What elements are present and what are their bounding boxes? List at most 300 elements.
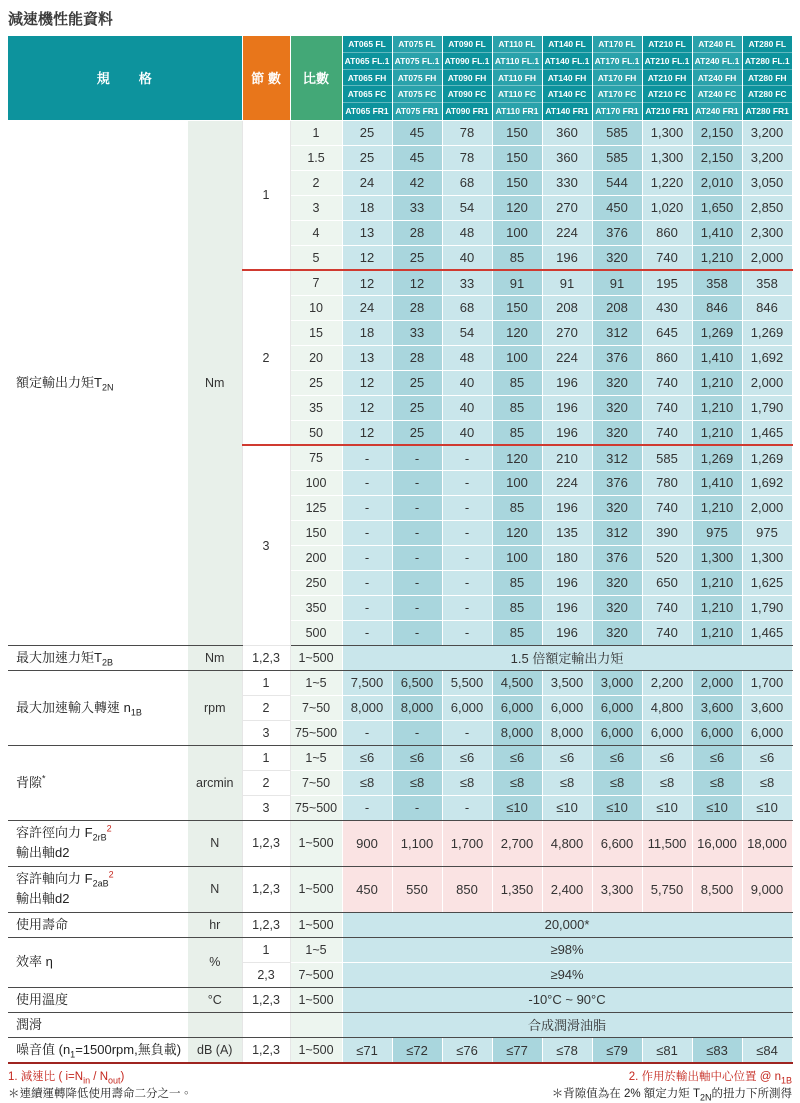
data-cell: 196 — [542, 245, 592, 270]
data-cell: 18 — [342, 195, 392, 220]
data-cell: ≤8 — [542, 770, 592, 795]
data-cell: 1,350 — [492, 866, 542, 912]
data-cell: 900 — [342, 820, 392, 866]
data-cell: 1,300 — [742, 545, 792, 570]
ratio-value: 250 — [290, 570, 342, 595]
data-cell: - — [442, 620, 492, 645]
model-variant-label: AT280 FR1 — [745, 106, 789, 117]
data-cell: ≤10 — [742, 795, 792, 820]
data-cell: 740 — [642, 620, 692, 645]
data-cell: 4,800 — [642, 695, 692, 720]
unit-label — [188, 1012, 242, 1037]
model-variant-label: AT240 FR1 — [695, 106, 739, 117]
model-column-header — [442, 36, 492, 120]
spec-label-rated-torque: 額定輸出力矩$T_{2N}$ — [8, 120, 188, 645]
model-variant-label: AT110 FR1 — [495, 106, 539, 117]
data-cell: 196 — [542, 570, 592, 595]
data-cell: ≤10 — [492, 795, 542, 820]
model-variant-label: AT280 FH — [743, 70, 793, 87]
data-cell: 85 — [492, 370, 542, 395]
data-cell: 1,210 — [692, 370, 742, 395]
stage-value: 3 — [242, 795, 290, 820]
data-cell: 195 — [642, 270, 692, 295]
data-cell: 85 — [492, 620, 542, 645]
data-cell: 224 — [542, 470, 592, 495]
model-variant-label: AT065 FR1 — [345, 106, 389, 117]
data-cell: 585 — [642, 445, 692, 470]
table-row — [8, 670, 792, 695]
data-cell: ≤6 — [342, 745, 392, 770]
data-cell: 150 — [492, 170, 542, 195]
data-cell: 12 — [342, 420, 392, 445]
data-cell: 1,465 — [742, 420, 792, 445]
merged-value: 合成潤滑油脂 — [342, 1012, 792, 1037]
data-cell: 1,790 — [742, 395, 792, 420]
data-cell: 85 — [492, 245, 542, 270]
data-cell: 1,269 — [692, 320, 742, 345]
data-cell: 846 — [692, 295, 742, 320]
data-cell: 196 — [542, 595, 592, 620]
data-cell: 25 — [342, 120, 392, 145]
table-row — [8, 987, 792, 1012]
model-variant-label: AT140 FC — [543, 86, 592, 103]
data-cell: 54 — [442, 195, 492, 220]
data-cell: 376 — [592, 345, 642, 370]
data-cell: 390 — [642, 520, 692, 545]
data-cell: 196 — [542, 420, 592, 445]
ratio-value: 15 — [290, 320, 342, 345]
merged-value: 20,000* — [342, 912, 792, 937]
model-variant-label: AT170 FH — [593, 70, 642, 87]
data-cell: 1,300 — [642, 120, 692, 145]
ratio-value: 50 — [290, 420, 342, 445]
data-cell: 24 — [342, 295, 392, 320]
data-cell: - — [342, 495, 392, 520]
data-cell: 1,410 — [692, 470, 742, 495]
data-cell: 1,269 — [742, 320, 792, 345]
model-variant-label: AT210 FR1 — [645, 106, 689, 117]
data-cell: 85 — [492, 570, 542, 595]
model-variant-label: AT090 FH — [443, 70, 492, 87]
data-cell: - — [392, 720, 442, 745]
data-cell: 3,500 — [542, 670, 592, 695]
table-row — [8, 820, 792, 866]
data-cell: 6,000 — [542, 695, 592, 720]
ratio-value: 1~500 — [290, 866, 342, 912]
data-cell: 450 — [342, 866, 392, 912]
data-cell: 12 — [392, 270, 442, 295]
data-cell: 1,465 — [742, 620, 792, 645]
ratio-value: 7~500 — [290, 962, 342, 987]
data-cell: 8,000 — [542, 720, 592, 745]
model-variant-label: AT140 FH — [543, 70, 592, 87]
model-column-header — [492, 36, 542, 120]
data-cell: 3,300 — [592, 866, 642, 912]
data-cell: - — [442, 545, 492, 570]
stage-column-header: 節 數 — [242, 36, 290, 120]
data-cell: 33 — [392, 320, 442, 345]
data-cell: 2,200 — [642, 670, 692, 695]
model-variant-label: AT170 FL.1 — [593, 53, 642, 70]
ratio-value: 1.5 — [290, 145, 342, 170]
model-column-header — [742, 36, 792, 120]
data-cell: 740 — [642, 420, 692, 445]
unit-label: % — [188, 937, 242, 987]
data-cell: - — [342, 570, 392, 595]
ratio-value: 75 — [290, 445, 342, 470]
data-cell: 585 — [592, 145, 642, 170]
data-cell: 210 — [542, 445, 592, 470]
model-variant-label: AT075 FH — [393, 70, 442, 87]
ratio-value: 7 — [290, 270, 342, 295]
data-cell: 120 — [492, 195, 542, 220]
data-cell: 2,150 — [692, 145, 742, 170]
stage-value: 1,2,3 — [242, 645, 290, 670]
data-cell: 2,000 — [742, 370, 792, 395]
data-cell: 3,600 — [692, 695, 742, 720]
spec-label-axial-force: 容許軸向力 $F_{2aB}^2$ 輸出軸d2 — [8, 866, 188, 912]
data-cell: 6,000 — [642, 720, 692, 745]
data-cell: 376 — [592, 470, 642, 495]
model-column-header — [342, 36, 392, 120]
data-cell: 520 — [642, 545, 692, 570]
model-column-header — [392, 36, 442, 120]
data-cell: 12 — [342, 270, 392, 295]
footnotes — [8, 1069, 792, 1103]
data-cell: 91 — [492, 270, 542, 295]
data-cell: ≤10 — [642, 795, 692, 820]
data-cell: 48 — [442, 345, 492, 370]
data-cell: 740 — [642, 245, 692, 270]
data-cell: 1,210 — [692, 495, 742, 520]
merged-value: ≥94% — [342, 962, 792, 987]
data-cell: 42 — [392, 170, 442, 195]
model-variant-label: AT090 FR1 — [445, 106, 489, 117]
data-cell: ≤8 — [392, 770, 442, 795]
data-cell: 3,200 — [742, 120, 792, 145]
footnote-reduction-ratio: 1. 減速比 ( $i=N_{in} / N_{out}$) — [8, 1071, 125, 1086]
spec-label-noise: 噪音值 ($n_1=1500rpm$,無負載) — [8, 1037, 188, 1063]
data-cell: 1,210 — [692, 395, 742, 420]
data-cell: 2,000 — [692, 670, 742, 695]
data-cell: ≤8 — [342, 770, 392, 795]
model-column-header — [592, 36, 642, 120]
data-cell: ≤6 — [392, 745, 442, 770]
data-cell: 8,000 — [392, 695, 442, 720]
data-cell: 1,790 — [742, 595, 792, 620]
stage-value: 3 — [242, 720, 290, 745]
data-cell: 25 — [392, 420, 442, 445]
data-cell: ≤84 — [742, 1037, 792, 1063]
model-variant-label: AT110 FC — [493, 86, 542, 103]
unit-label: hr — [188, 912, 242, 937]
data-cell: - — [442, 520, 492, 545]
data-cell: 85 — [492, 420, 542, 445]
data-cell: ≤76 — [442, 1037, 492, 1063]
data-cell: 358 — [742, 270, 792, 295]
merged-value: ≥98% — [342, 937, 792, 962]
data-cell: 100 — [492, 220, 542, 245]
data-cell: 25 — [342, 145, 392, 170]
ratio-value: 1~5 — [290, 937, 342, 962]
data-cell: 2,850 — [742, 195, 792, 220]
data-cell: 1,210 — [692, 245, 742, 270]
data-cell: 1,210 — [692, 570, 742, 595]
unit-label: Nm — [188, 645, 242, 670]
stage-value: 2 — [242, 770, 290, 795]
spec-column-header: 規 格 — [8, 36, 242, 120]
data-cell: 320 — [592, 420, 642, 445]
data-cell: 2,000 — [742, 245, 792, 270]
data-cell: 430 — [642, 295, 692, 320]
data-cell: - — [442, 495, 492, 520]
model-variant-label: AT075 FC — [393, 86, 442, 103]
data-cell: 376 — [592, 545, 642, 570]
table-row — [8, 912, 792, 937]
data-cell: 6,000 — [442, 695, 492, 720]
data-cell: 1,692 — [742, 345, 792, 370]
data-cell: 975 — [742, 520, 792, 545]
stage-value: 1 — [242, 937, 290, 962]
data-cell: ≤8 — [442, 770, 492, 795]
data-cell: - — [342, 520, 392, 545]
data-cell: 28 — [392, 220, 442, 245]
data-cell: 6,000 — [692, 720, 742, 745]
data-cell: ≤8 — [742, 770, 792, 795]
data-cell: 1,269 — [742, 445, 792, 470]
data-cell: 320 — [592, 595, 642, 620]
model-variant-label: AT280 FL.1 — [743, 53, 793, 70]
footnote-line-red — [8, 1069, 792, 1086]
data-cell: - — [442, 720, 492, 745]
data-cell: 100 — [492, 470, 542, 495]
data-cell: ≤77 — [492, 1037, 542, 1063]
data-cell: 33 — [392, 195, 442, 220]
data-cell: 860 — [642, 220, 692, 245]
data-cell: ≤6 — [542, 745, 592, 770]
data-cell: - — [392, 595, 442, 620]
data-cell: 120 — [492, 520, 542, 545]
data-cell: 2,700 — [492, 820, 542, 866]
data-cell: 8,000 — [492, 720, 542, 745]
data-cell: 1,020 — [642, 195, 692, 220]
ratio-value: 10 — [290, 295, 342, 320]
stage-value: 1 — [242, 745, 290, 770]
data-cell: - — [392, 545, 442, 570]
table-row — [8, 745, 792, 770]
data-cell: ≤81 — [642, 1037, 692, 1063]
data-cell: 450 — [592, 195, 642, 220]
merged-value: 1.5 倍額定輸出力矩 — [342, 645, 792, 670]
data-cell: 360 — [542, 145, 592, 170]
data-cell: - — [442, 470, 492, 495]
data-cell: 25 — [392, 245, 442, 270]
data-cell: ≤8 — [492, 770, 542, 795]
data-cell: - — [342, 720, 392, 745]
data-cell: 12 — [342, 395, 392, 420]
ratio-value: 1~500 — [290, 820, 342, 866]
data-cell: 320 — [592, 370, 642, 395]
data-cell: 740 — [642, 395, 692, 420]
data-cell: 12 — [342, 370, 392, 395]
data-cell: 6,000 — [742, 720, 792, 745]
data-cell: ≤10 — [542, 795, 592, 820]
data-cell: 1,700 — [442, 820, 492, 866]
merged-value: -10°C ~ 90°C — [342, 987, 792, 1012]
model-variant-label: AT065 FC — [343, 86, 392, 103]
data-cell: 8,000 — [342, 695, 392, 720]
data-cell: - — [392, 570, 442, 595]
model-variant-label: AT280 FC — [743, 86, 793, 103]
data-cell: ≤8 — [692, 770, 742, 795]
data-cell: 196 — [542, 495, 592, 520]
data-cell: - — [342, 470, 392, 495]
data-cell: 40 — [442, 370, 492, 395]
data-cell: 48 — [442, 220, 492, 245]
model-variant-label: AT170 FC — [593, 86, 642, 103]
stage-value: 1,2,3 — [242, 820, 290, 866]
ratio-value: 1~500 — [290, 987, 342, 1012]
data-cell: - — [442, 595, 492, 620]
data-cell: 740 — [642, 495, 692, 520]
data-cell: 85 — [492, 395, 542, 420]
data-cell: ≤10 — [692, 795, 742, 820]
data-cell: 320 — [592, 570, 642, 595]
ratio-value — [290, 1012, 342, 1037]
data-cell: 4,500 — [492, 670, 542, 695]
data-cell: 320 — [592, 245, 642, 270]
data-cell: 85 — [492, 495, 542, 520]
model-variant-label: AT075 FL.1 — [393, 53, 442, 70]
data-cell: 150 — [492, 120, 542, 145]
ratio-value: 1~500 — [290, 1037, 342, 1063]
data-cell: - — [392, 520, 442, 545]
unit-label: N — [188, 820, 242, 866]
data-cell: 68 — [442, 170, 492, 195]
model-variant-label: AT110 FL — [493, 36, 542, 53]
data-cell: ≤8 — [642, 770, 692, 795]
data-cell: 196 — [542, 370, 592, 395]
data-cell: 2,300 — [742, 220, 792, 245]
data-cell: 1,410 — [692, 345, 742, 370]
data-cell: 120 — [492, 445, 542, 470]
footnote-continuous-operation: ＊連續運轉降低使用壽命二分之一。 — [8, 1088, 192, 1101]
data-cell: ≤83 — [692, 1037, 742, 1063]
ratio-value: 75~500 — [290, 795, 342, 820]
data-cell: 1,692 — [742, 470, 792, 495]
stage-value: 1,2,3 — [242, 912, 290, 937]
data-cell: 208 — [592, 295, 642, 320]
data-cell: ≤79 — [592, 1037, 642, 1063]
data-cell: ≤6 — [742, 745, 792, 770]
data-cell: - — [342, 445, 392, 470]
data-cell: 25 — [392, 395, 442, 420]
model-column-header — [692, 36, 742, 120]
data-cell: 320 — [592, 495, 642, 520]
table-row — [8, 645, 792, 670]
model-variant-label: AT240 FL.1 — [693, 53, 742, 70]
data-cell: 12 — [342, 245, 392, 270]
stage-value: 1,2,3 — [242, 866, 290, 912]
data-cell: 1,210 — [692, 620, 742, 645]
data-cell: 975 — [692, 520, 742, 545]
data-cell: ≤6 — [592, 745, 642, 770]
data-cell: 3,200 — [742, 145, 792, 170]
model-variant-label: AT210 FH — [643, 70, 692, 87]
ratio-value: 20 — [290, 345, 342, 370]
data-cell: - — [442, 795, 492, 820]
data-cell: - — [392, 495, 442, 520]
data-cell: 544 — [592, 170, 642, 195]
stage-value: 2 — [242, 695, 290, 720]
model-variant-label: AT240 FC — [693, 86, 742, 103]
data-cell: ≤71 — [342, 1037, 392, 1063]
data-cell: 7,500 — [342, 670, 392, 695]
data-cell: ≤6 — [692, 745, 742, 770]
data-cell: 85 — [492, 595, 542, 620]
model-variant-label: AT065 FH — [343, 70, 392, 87]
ratio-value: 4 — [290, 220, 342, 245]
model-variant-label: AT110 FL.1 — [493, 53, 542, 70]
data-cell: - — [442, 445, 492, 470]
stage-value: 1 — [242, 120, 290, 270]
data-cell: - — [392, 795, 442, 820]
model-variant-label: AT140 FR1 — [545, 106, 589, 117]
data-cell: 224 — [542, 220, 592, 245]
unit-label: N — [188, 866, 242, 912]
data-cell: 40 — [442, 395, 492, 420]
stage-value: 1,2,3 — [242, 1037, 290, 1063]
ratio-value: 2 — [290, 170, 342, 195]
data-cell: 150 — [492, 295, 542, 320]
table-row — [8, 937, 792, 962]
data-cell: 45 — [392, 145, 442, 170]
data-cell: 196 — [542, 395, 592, 420]
spec-label-backlash: 背隙* — [8, 745, 188, 820]
data-cell: 270 — [542, 195, 592, 220]
model-column-header — [642, 36, 692, 120]
data-cell: 312 — [592, 320, 642, 345]
model-variant-label: AT090 FC — [443, 86, 492, 103]
ratio-value: 7~50 — [290, 695, 342, 720]
spec-label-max-accel-torque: 最大加速力矩$T_{2B}$ — [8, 645, 188, 670]
data-cell: 24 — [342, 170, 392, 195]
data-cell: - — [342, 620, 392, 645]
data-cell: 1,269 — [692, 445, 742, 470]
data-cell: 850 — [442, 866, 492, 912]
data-cell: 13 — [342, 345, 392, 370]
data-cell: 196 — [542, 620, 592, 645]
data-cell: ≤8 — [592, 770, 642, 795]
unit-label: Nm — [188, 120, 242, 645]
data-cell: 320 — [592, 620, 642, 645]
model-variant-label: AT240 FH — [693, 70, 742, 87]
unit-label: °C — [188, 987, 242, 1012]
data-cell: 40 — [442, 245, 492, 270]
data-cell: 180 — [542, 545, 592, 570]
header-row — [8, 36, 792, 120]
data-cell: 28 — [392, 345, 442, 370]
unit-label: dB (A) — [188, 1037, 242, 1063]
data-cell: 3,050 — [742, 170, 792, 195]
model-variant-label: AT140 FL — [543, 36, 592, 53]
data-cell: 8,500 — [692, 866, 742, 912]
data-cell: 1,210 — [692, 420, 742, 445]
data-cell: 2,010 — [692, 170, 742, 195]
table-body — [8, 120, 792, 1063]
data-cell: 860 — [642, 345, 692, 370]
model-variant-label: AT170 FL — [593, 36, 642, 53]
